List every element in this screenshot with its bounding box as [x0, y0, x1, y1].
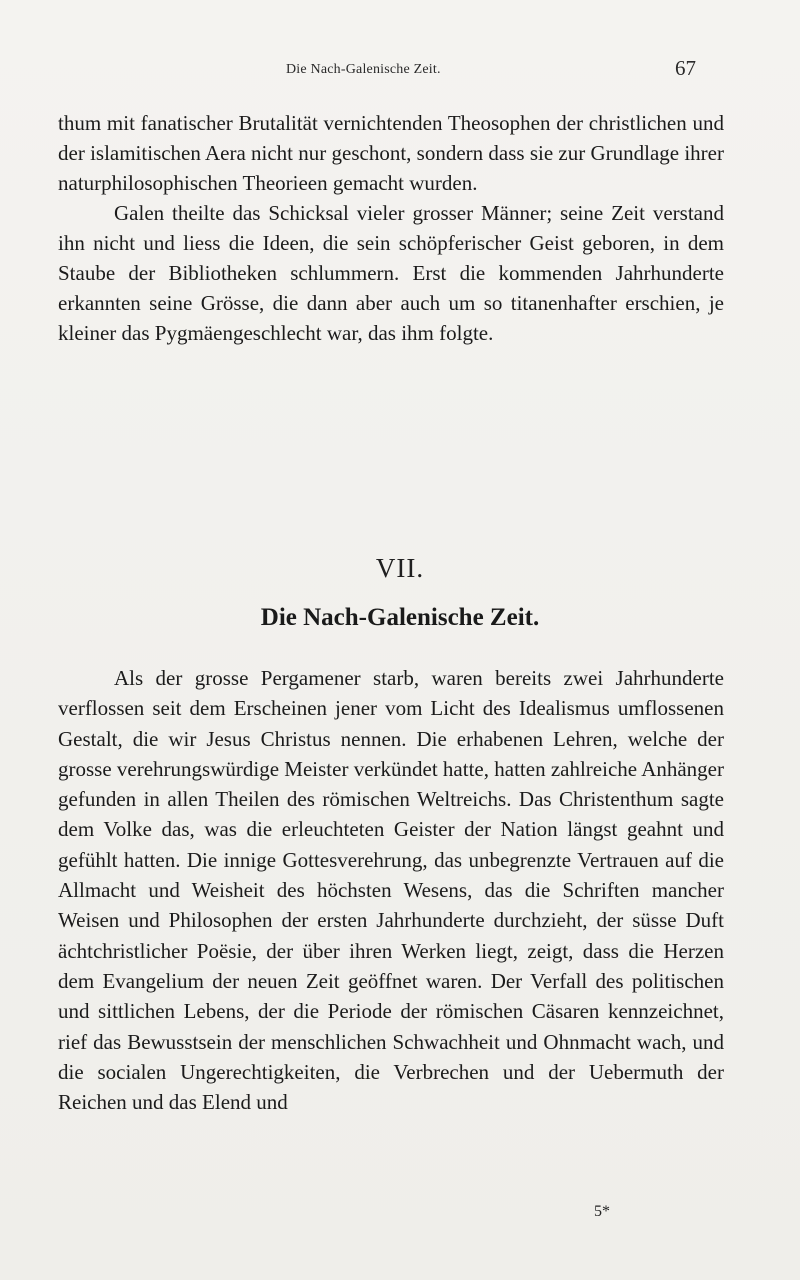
- lower-text-block: [58, 663, 724, 1117]
- chapter-title: Die Nach-Galenische Zeit.: [260, 604, 540, 631]
- chapter-number: VII.: [375, 553, 425, 583]
- upper-text-block: [58, 108, 724, 348]
- page-number: 67: [675, 56, 696, 80]
- signature-mark: 5*: [594, 1203, 610, 1220]
- paragraph-chapter-opening: Als der grosse Pergamener starb, waren bereits zwei Jahrhunderte verflossen seit dem Erscheinen jener vom Licht des Idealismus umflossenen Gestalt, die wir Jesus Christus nennen. Die erhabenen Lehren, welche der grosse verehrungswürdige Meister verkündet hatte, hatten zahlreiche Anhänger gefunden in allen Theilen des römischen Weltreichs. Das Christenthum sagte dem Volke das, was die erleuchteten Geister der Nation längst geahnt und gefühlt hatten. Die innige Gottesverehrung, das unbegrenzte Vertrauen auf die Allmacht und Weisheit des höchsten Wesens, das die Schriften mancher Weisen und Philosophen der ersten Jahrhunderte durchzieht, der süsse Duft ächtchristlicher Poësie, der über ihren Werken liegt, zeigt, dass die Herzen dem Evangelium der neuen Zeit geöffnet waren. Der Verfall des politischen und sittlichen Lebens, der die Periode der römischen Cäsaren kennzeichnet, rief das Bewusstsein der menschlichen Schwachheit und Ohnmacht wach, und die socialen Ungerechtigkeiten, die Verbrechen und der Uebermuth der Reichen und das Elend und: [58, 666, 724, 1115]
- running-title: Die Nach-Galenische Zeit.: [286, 62, 441, 77]
- paragraph-continuation: thum mit fanatischer Brutalität vernichtenden Theosophen der christlichen und der islamitischen Aera nicht nur geschont, sondern dass sie zur Grundlage ihrer naturphilosophischen Theorieen gemacht wurden.: [58, 111, 724, 195]
- paragraph-galen: Galen theilte das Schicksal vieler grosser Männer; seine Zeit verstand ihn nicht und liess die Ideen, die sein schöpferischer Geist geboren, in dem Staube der Bibliotheken schlummern. Erst die kommenden Jahrhunderte erkannten seine Grösse, die dann aber auch um so titanenhafter erschien, je kleiner das Pygmäengeschlecht war, das ihm folgte.: [58, 201, 724, 345]
